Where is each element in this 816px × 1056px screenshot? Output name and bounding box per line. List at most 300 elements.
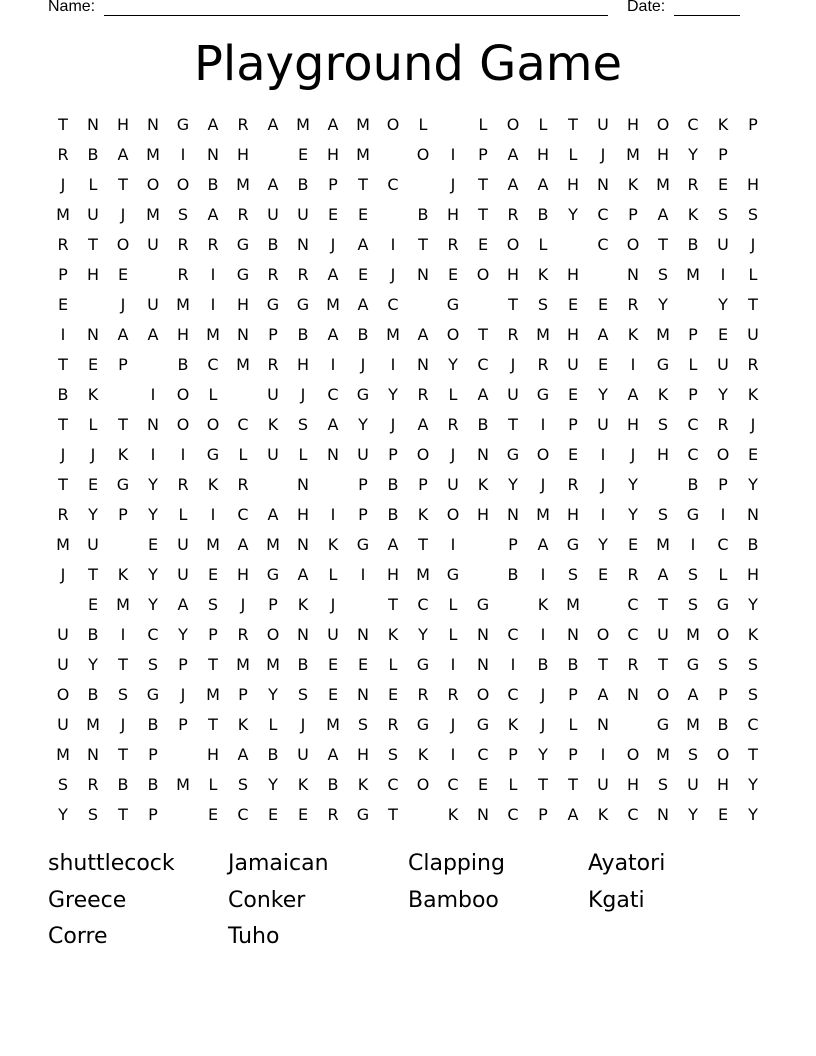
grid-cell[interactable]: H <box>176 325 190 344</box>
grid-cell[interactable]: U <box>357 445 369 464</box>
grid-cell[interactable]: T <box>388 805 398 824</box>
grid-cell[interactable]: M <box>356 145 370 164</box>
grid-cell[interactable] <box>588 590 618 620</box>
name-field[interactable] <box>104 0 608 16</box>
grid-cell[interactable]: Y <box>598 535 608 554</box>
grid-cell[interactable]: P <box>748 115 758 134</box>
grid-cell[interactable]: U <box>57 655 69 674</box>
grid-cell[interactable]: K <box>507 715 519 734</box>
grid-cell[interactable]: J <box>750 235 756 254</box>
grid-cell[interactable]: G <box>356 535 370 554</box>
grid-cell[interactable]: I <box>450 745 456 764</box>
grid-cell[interactable]: B <box>537 205 549 224</box>
grid-cell[interactable]: A <box>357 295 369 314</box>
grid-cell[interactable]: R <box>627 295 639 314</box>
grid-cell[interactable]: K <box>297 775 309 794</box>
grid-cell[interactable]: U <box>717 235 729 254</box>
grid-cell[interactable]: R <box>507 205 519 224</box>
grid-cell[interactable]: R <box>207 235 219 254</box>
grid-cell[interactable]: H <box>716 775 730 794</box>
grid-cell[interactable]: E <box>117 265 129 284</box>
grid-cell[interactable]: J <box>750 415 756 434</box>
grid-cell[interactable]: T <box>568 775 578 794</box>
grid-cell[interactable]: J <box>540 475 546 494</box>
grid-cell[interactable] <box>168 800 198 830</box>
grid-cell[interactable]: P <box>178 655 188 674</box>
grid-cell[interactable] <box>108 530 138 560</box>
grid-cell[interactable]: K <box>687 205 699 224</box>
grid-cell[interactable]: I <box>600 445 606 464</box>
grid-cell[interactable]: H <box>566 505 580 524</box>
grid-cell[interactable]: E <box>477 775 489 794</box>
grid-cell[interactable]: Y <box>628 475 638 494</box>
grid-cell[interactable]: N <box>87 745 99 764</box>
grid-cell[interactable]: I <box>540 415 546 434</box>
grid-cell[interactable]: T <box>88 235 98 254</box>
grid-cell[interactable]: Y <box>148 595 158 614</box>
grid-cell[interactable] <box>408 800 438 830</box>
grid-cell[interactable]: O <box>416 145 430 164</box>
grid-cell[interactable]: H <box>746 175 760 194</box>
grid-cell[interactable]: I <box>180 145 186 164</box>
grid-cell[interactable]: A <box>327 115 339 134</box>
grid-cell[interactable]: K <box>597 805 609 824</box>
grid-cell[interactable]: K <box>267 415 279 434</box>
grid-cell[interactable]: A <box>327 325 339 344</box>
grid-cell[interactable] <box>468 530 498 560</box>
grid-cell[interactable]: E <box>327 205 339 224</box>
grid-cell[interactable]: U <box>177 535 189 554</box>
grid-cell[interactable] <box>468 290 498 320</box>
grid-cell[interactable]: A <box>267 115 279 134</box>
grid-cell[interactable]: A <box>507 175 519 194</box>
grid-cell[interactable] <box>678 290 708 320</box>
grid-cell[interactable]: T <box>658 235 668 254</box>
grid-cell[interactable]: E <box>567 445 579 464</box>
grid-cell[interactable]: J <box>300 715 306 734</box>
grid-cell[interactable]: E <box>567 385 579 404</box>
grid-cell[interactable]: U <box>687 775 699 794</box>
grid-cell[interactable]: A <box>657 205 669 224</box>
grid-cell[interactable]: R <box>297 265 309 284</box>
grid-cell[interactable]: C <box>597 235 609 254</box>
grid-cell[interactable]: A <box>237 745 249 764</box>
grid-cell[interactable]: Y <box>658 295 668 314</box>
grid-cell[interactable]: M <box>296 115 310 134</box>
grid-cell[interactable]: G <box>206 445 220 464</box>
grid-cell[interactable]: R <box>417 385 429 404</box>
grid-cell[interactable]: C <box>687 445 699 464</box>
grid-cell[interactable]: C <box>627 625 639 644</box>
grid-cell[interactable]: A <box>537 535 549 554</box>
grid-cell[interactable]: I <box>210 295 216 314</box>
grid-cell[interactable]: T <box>748 295 758 314</box>
grid-cell[interactable]: E <box>357 655 369 674</box>
grid-cell[interactable]: G <box>446 295 460 314</box>
grid-cell[interactable]: R <box>177 235 189 254</box>
grid-cell[interactable]: C <box>687 115 699 134</box>
grid-cell[interactable]: N <box>477 655 489 674</box>
grid-cell[interactable]: N <box>297 235 309 254</box>
grid-cell[interactable]: S <box>237 775 249 794</box>
grid-cell[interactable] <box>408 290 438 320</box>
grid-cell[interactable]: C <box>147 625 159 644</box>
grid-cell[interactable]: O <box>506 115 520 134</box>
grid-cell[interactable]: M <box>536 325 550 344</box>
grid-cell[interactable]: P <box>238 685 248 704</box>
grid-cell[interactable]: C <box>387 295 399 314</box>
grid-cell[interactable]: C <box>207 355 219 374</box>
grid-cell[interactable]: J <box>600 475 606 494</box>
grid-cell[interactable]: J <box>540 685 546 704</box>
grid-cell[interactable]: G <box>176 115 190 134</box>
grid-cell[interactable]: K <box>477 475 489 494</box>
grid-cell[interactable]: L <box>418 115 428 134</box>
grid-cell[interactable]: I <box>180 445 186 464</box>
grid-cell[interactable]: P <box>388 445 398 464</box>
grid-cell[interactable]: I <box>450 145 456 164</box>
grid-cell[interactable]: E <box>387 685 399 704</box>
grid-cell[interactable]: P <box>568 745 578 764</box>
grid-cell[interactable]: T <box>748 745 758 764</box>
grid-cell[interactable]: H <box>236 145 250 164</box>
grid-cell[interactable]: R <box>687 175 699 194</box>
grid-cell[interactable]: O <box>416 775 430 794</box>
grid-cell[interactable]: M <box>656 745 670 764</box>
grid-cell[interactable]: P <box>538 805 548 824</box>
grid-cell[interactable]: T <box>538 775 548 794</box>
grid-cell[interactable]: G <box>686 655 700 674</box>
grid-cell[interactable]: Y <box>508 475 518 494</box>
grid-cell[interactable]: U <box>57 715 69 734</box>
grid-cell[interactable]: H <box>566 175 580 194</box>
grid-cell[interactable]: R <box>567 475 579 494</box>
grid-cell[interactable]: N <box>297 475 309 494</box>
grid-cell[interactable]: M <box>116 595 130 614</box>
grid-cell[interactable] <box>438 110 468 140</box>
grid-cell[interactable]: M <box>146 145 160 164</box>
grid-cell[interactable]: M <box>656 325 670 344</box>
grid-cell[interactable]: K <box>447 805 459 824</box>
grid-cell[interactable]: L <box>448 595 458 614</box>
grid-cell[interactable]: O <box>506 235 520 254</box>
grid-cell[interactable]: K <box>327 535 339 554</box>
grid-cell[interactable]: B <box>177 355 189 374</box>
grid-cell[interactable]: C <box>387 175 399 194</box>
grid-cell[interactable]: M <box>206 325 220 344</box>
grid-cell[interactable]: P <box>478 145 488 164</box>
grid-cell[interactable]: J <box>450 715 456 734</box>
grid-cell[interactable] <box>348 590 378 620</box>
grid-cell[interactable]: E <box>597 565 609 584</box>
grid-cell[interactable]: R <box>237 475 249 494</box>
grid-cell[interactable]: N <box>627 685 639 704</box>
grid-cell[interactable]: S <box>177 205 189 224</box>
grid-cell[interactable]: P <box>208 625 218 644</box>
grid-cell[interactable]: B <box>57 385 69 404</box>
grid-cell[interactable]: E <box>717 325 729 344</box>
grid-cell[interactable]: U <box>267 205 279 224</box>
grid-cell[interactable]: R <box>417 685 429 704</box>
grid-cell[interactable]: R <box>747 355 759 374</box>
grid-cell[interactable]: R <box>237 205 249 224</box>
grid-cell[interactable]: B <box>717 715 729 734</box>
grid-cell[interactable]: P <box>718 145 728 164</box>
grid-cell[interactable] <box>48 590 78 620</box>
grid-cell[interactable]: I <box>630 355 636 374</box>
grid-cell[interactable]: G <box>356 385 370 404</box>
grid-cell[interactable]: M <box>326 295 340 314</box>
grid-cell[interactable]: B <box>417 205 429 224</box>
grid-cell[interactable]: S <box>717 655 729 674</box>
grid-cell[interactable]: K <box>657 385 669 404</box>
grid-cell[interactable]: M <box>56 205 70 224</box>
grid-cell[interactable]: H <box>746 565 760 584</box>
grid-cell[interactable]: Y <box>58 805 68 824</box>
grid-cell[interactable]: I <box>600 745 606 764</box>
grid-cell[interactable] <box>408 170 438 200</box>
grid-cell[interactable]: C <box>627 805 639 824</box>
grid-cell[interactable]: O <box>116 235 130 254</box>
grid-cell[interactable]: E <box>327 685 339 704</box>
grid-cell[interactable]: S <box>657 265 669 284</box>
grid-cell[interactable]: I <box>390 235 396 254</box>
grid-cell[interactable]: S <box>747 205 759 224</box>
grid-cell[interactable] <box>258 470 288 500</box>
grid-cell[interactable]: J <box>120 205 126 224</box>
grid-cell[interactable]: E <box>597 355 609 374</box>
grid-cell[interactable]: K <box>417 745 429 764</box>
grid-cell[interactable]: T <box>478 325 488 344</box>
grid-cell[interactable]: B <box>477 415 489 434</box>
grid-cell[interactable]: M <box>566 595 580 614</box>
grid-cell[interactable]: A <box>117 145 129 164</box>
grid-cell[interactable]: M <box>146 205 160 224</box>
grid-cell[interactable]: M <box>656 175 670 194</box>
grid-cell[interactable]: Y <box>748 475 758 494</box>
grid-cell[interactable]: G <box>416 655 430 674</box>
grid-cell[interactable]: H <box>626 415 640 434</box>
grid-cell[interactable]: L <box>508 775 518 794</box>
grid-cell[interactable]: K <box>237 715 249 734</box>
grid-cell[interactable]: U <box>57 625 69 644</box>
grid-cell[interactable]: Y <box>748 595 758 614</box>
grid-cell[interactable]: N <box>627 265 639 284</box>
grid-cell[interactable]: I <box>60 325 66 344</box>
grid-cell[interactable]: U <box>177 565 189 584</box>
grid-cell[interactable]: B <box>567 655 579 674</box>
grid-cell[interactable]: S <box>747 655 759 674</box>
grid-cell[interactable]: T <box>208 715 218 734</box>
grid-cell[interactable]: L <box>538 235 548 254</box>
grid-cell[interactable] <box>258 140 288 170</box>
grid-cell[interactable]: B <box>87 625 99 644</box>
grid-cell[interactable]: A <box>507 145 519 164</box>
grid-cell[interactable]: P <box>628 205 638 224</box>
grid-cell[interactable]: H <box>236 295 250 314</box>
grid-cell[interactable]: U <box>717 355 729 374</box>
grid-cell[interactable]: E <box>297 805 309 824</box>
grid-cell[interactable]: Y <box>598 385 608 404</box>
grid-cell[interactable]: B <box>267 235 279 254</box>
grid-cell[interactable]: L <box>538 115 548 134</box>
grid-cell[interactable]: J <box>630 445 636 464</box>
grid-cell[interactable]: N <box>657 805 669 824</box>
grid-cell[interactable]: G <box>476 715 490 734</box>
grid-cell[interactable]: N <box>747 505 759 524</box>
grid-cell[interactable]: I <box>690 535 696 554</box>
grid-cell[interactable]: L <box>448 385 458 404</box>
grid-cell[interactable]: Y <box>178 625 188 644</box>
grid-cell[interactable]: M <box>266 655 280 674</box>
grid-cell[interactable]: C <box>387 775 399 794</box>
grid-cell[interactable]: P <box>268 595 278 614</box>
grid-cell[interactable]: L <box>568 715 578 734</box>
grid-cell[interactable]: N <box>567 625 579 644</box>
grid-cell[interactable]: S <box>357 715 369 734</box>
grid-cell[interactable]: U <box>747 325 759 344</box>
grid-cell[interactable]: T <box>58 475 68 494</box>
grid-cell[interactable]: T <box>58 415 68 434</box>
grid-cell[interactable]: R <box>177 265 189 284</box>
grid-cell[interactable]: U <box>567 355 579 374</box>
grid-cell[interactable]: B <box>747 535 759 554</box>
grid-cell[interactable]: C <box>327 385 339 404</box>
grid-cell[interactable]: C <box>717 535 729 554</box>
grid-cell[interactable]: G <box>146 685 160 704</box>
grid-cell[interactable]: C <box>477 355 489 374</box>
grid-cell[interactable]: T <box>418 235 428 254</box>
grid-cell[interactable]: P <box>58 265 68 284</box>
grid-cell[interactable]: A <box>327 265 339 284</box>
grid-cell[interactable]: A <box>597 325 609 344</box>
grid-cell[interactable]: N <box>147 415 159 434</box>
grid-cell[interactable]: I <box>150 445 156 464</box>
grid-cell[interactable]: O <box>266 625 280 644</box>
grid-cell[interactable] <box>618 710 648 740</box>
grid-cell[interactable]: O <box>596 625 610 644</box>
grid-cell[interactable]: J <box>120 295 126 314</box>
grid-cell[interactable]: C <box>237 415 249 434</box>
grid-cell[interactable]: Y <box>268 685 278 704</box>
grid-cell[interactable]: T <box>478 205 488 224</box>
grid-cell[interactable]: A <box>357 235 369 254</box>
grid-cell[interactable]: L <box>688 355 698 374</box>
grid-cell[interactable]: E <box>87 595 99 614</box>
grid-cell[interactable]: J <box>390 415 396 434</box>
grid-cell[interactable]: B <box>687 475 699 494</box>
grid-cell[interactable]: Y <box>388 385 398 404</box>
grid-cell[interactable]: T <box>58 115 68 134</box>
grid-cell[interactable]: B <box>387 505 399 524</box>
grid-cell[interactable]: I <box>450 535 456 554</box>
grid-cell[interactable]: P <box>418 475 428 494</box>
grid-cell[interactable]: L <box>208 775 218 794</box>
grid-cell[interactable]: A <box>477 385 489 404</box>
grid-cell[interactable]: H <box>566 265 580 284</box>
grid-cell[interactable]: K <box>717 115 729 134</box>
grid-cell[interactable]: T <box>208 655 218 674</box>
grid-cell[interactable]: M <box>266 535 280 554</box>
grid-cell[interactable]: S <box>297 415 309 434</box>
grid-cell[interactable]: O <box>446 325 460 344</box>
grid-cell[interactable]: Y <box>568 205 578 224</box>
grid-cell[interactable] <box>588 260 618 290</box>
grid-cell[interactable]: H <box>626 775 640 794</box>
grid-cell[interactable]: J <box>60 565 66 584</box>
grid-cell[interactable]: O <box>206 415 220 434</box>
date-field[interactable] <box>674 0 740 16</box>
grid-cell[interactable]: R <box>537 355 549 374</box>
grid-cell[interactable]: B <box>507 565 519 584</box>
grid-cell[interactable]: C <box>477 745 489 764</box>
grid-cell[interactable]: R <box>237 115 249 134</box>
grid-cell[interactable]: R <box>57 145 69 164</box>
grid-cell[interactable]: G <box>686 505 700 524</box>
grid-cell[interactable]: B <box>207 175 219 194</box>
grid-cell[interactable]: Y <box>628 505 638 524</box>
grid-cell[interactable]: O <box>656 115 670 134</box>
grid-cell[interactable]: K <box>627 175 639 194</box>
grid-cell[interactable]: N <box>327 445 339 464</box>
grid-cell[interactable]: K <box>87 385 99 404</box>
grid-cell[interactable]: I <box>210 505 216 524</box>
grid-cell[interactable]: Y <box>418 625 428 644</box>
grid-cell[interactable]: A <box>597 685 609 704</box>
grid-cell[interactable]: T <box>118 745 128 764</box>
grid-cell[interactable]: G <box>416 715 430 734</box>
grid-cell[interactable]: O <box>386 115 400 134</box>
grid-cell[interactable]: G <box>656 715 670 734</box>
grid-cell[interactable]: C <box>627 595 639 614</box>
grid-cell[interactable]: B <box>387 475 399 494</box>
grid-cell[interactable]: U <box>327 625 339 644</box>
grid-cell[interactable]: O <box>716 745 730 764</box>
grid-cell[interactable]: E <box>747 445 759 464</box>
grid-cell[interactable]: J <box>330 595 336 614</box>
grid-cell[interactable]: P <box>148 745 158 764</box>
grid-cell[interactable]: R <box>447 235 459 254</box>
grid-cell[interactable]: L <box>88 175 98 194</box>
grid-cell[interactable]: S <box>207 595 219 614</box>
grid-cell[interactable]: T <box>58 355 68 374</box>
grid-cell[interactable]: M <box>626 145 640 164</box>
grid-cell[interactable]: S <box>687 565 699 584</box>
grid-cell[interactable] <box>378 200 408 230</box>
grid-cell[interactable]: E <box>357 265 369 284</box>
grid-cell[interactable]: M <box>356 115 370 134</box>
grid-cell[interactable]: J <box>450 445 456 464</box>
grid-cell[interactable]: L <box>238 445 248 464</box>
grid-cell[interactable]: P <box>118 355 128 374</box>
grid-cell[interactable]: R <box>447 685 459 704</box>
grid-cell[interactable]: J <box>360 355 366 374</box>
grid-cell[interactable]: L <box>178 505 188 524</box>
grid-cell[interactable]: K <box>537 265 549 284</box>
grid-cell[interactable]: B <box>297 655 309 674</box>
grid-cell[interactable]: R <box>237 625 249 644</box>
grid-cell[interactable]: G <box>656 355 670 374</box>
grid-cell[interactable]: J <box>120 715 126 734</box>
grid-cell[interactable]: H <box>116 115 130 134</box>
grid-cell[interactable]: M <box>206 535 220 554</box>
grid-cell[interactable]: A <box>297 565 309 584</box>
grid-cell[interactable]: I <box>450 655 456 674</box>
grid-cell[interactable]: B <box>327 775 339 794</box>
grid-cell[interactable]: N <box>597 715 609 734</box>
grid-cell[interactable]: H <box>566 325 580 344</box>
grid-cell[interactable]: H <box>86 265 100 284</box>
